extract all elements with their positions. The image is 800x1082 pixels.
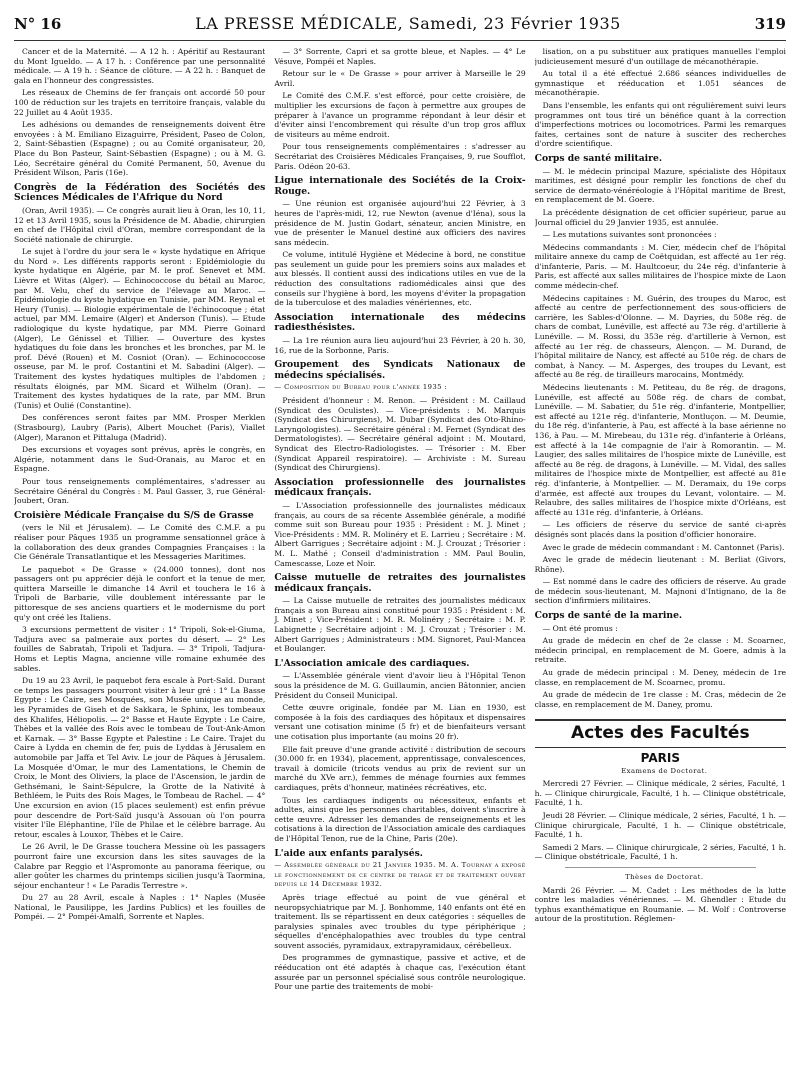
divider: [565, 867, 756, 868]
paragraph: Au total il a été effectué 2.686 séances individuelles de gymnastique et rééducation et 1.051 séances de mécanothérapie.: [534, 69, 786, 98]
actes-heading: Actes des Facultés: [535, 719, 786, 748]
paragraph: Le paquebot « De Grasse » (24.000 tonnes), dont nos passagers ont pu apprécier déjà le confort et la tenue de mer, quittera Marseille le dimanche 14 Avril et touchera le 16 à Tripoli de Barbarie, ville doublement intéressante par le pittoresque de ses anciens quartiers et le modernisme du port qu'y ont créé les Italiens.: [14, 564, 266, 622]
section-heading: Congrès de la Fédération des Sociétés des Sciences Médicales de l'Afrique du Nord: [14, 181, 266, 204]
paragraph: Des conférences seront faites par MM. Prosper Merklen (Strasbourg), Laubry (Paris), Albert Mouchet (Paris), Viallet (Alger), Maranon et Pittaluga (Madrid).: [14, 413, 266, 442]
subheading: — Assemblée générale du 21 Janvier 1935. M. A. Tournay a exposé le fonctionnement de ce centre de triage et de traitement ouvert depuis le 14 Décembre 1932.: [274, 861, 526, 889]
section-heading: Corps de santé militaire.: [534, 152, 663, 164]
paragraph: Cette œuvre originale, fondée par M. Lian en 1930, est composée à la fois des cardiaques des hôpitaux et dispensaires versant une cotisation minime (5 fr) et de bienfaiteurs versant une cotisation plus importante (au moins 20 fr).: [274, 703, 526, 741]
section-heading: Ligue internationale des Sociétés de la Croix-Rouge.: [274, 175, 526, 197]
city-heading: PARIS: [640, 751, 680, 765]
journal-title: LA PRESSE MÉDICALE, Samedi, 23 Février 1935: [195, 14, 621, 33]
paragraph: (Oran, Avril 1935). — Ce congrès aurait lieu à Oran, les 10, 11, 12 et 13 Avril 1935, sous la Présidence de M. Abadie, chirurgien en chef de l'Hôpital civil d'Oran, membre correspondant de la Société nationale de chirurgie.: [14, 205, 266, 244]
paragraph: Médecins lieutenants : M. Petiteau, du 8e rég. de dragons, Lunéville, est affecté au 508e rég. de chars de combat, Lunéville. — M. Sabatier, du 51e rég. d'infanterie, Montpellier, est affecté au 121e rég. d'infanterie, Montluçon. — M. Deumie, du 18e rég. d'infanterie, à Pau, est affecté à la base aérienne no 136, à Pau. — M. Mirebeau, du 131e rég. d'infanterie à Orléans, est affecté à la 14e compagnie de l'air à Romorantin. — M. Laugier, des salles militaires de l'hospice mixte de Lunéville, est affecté au 8e rég. de dragons, à Lunéville. — M. Vidal, des salles militaires de l'hospice mixte de Montpellier, est affecté au 81e rég. d'infanterie, à Montpellier. — M. Deramaix, du 19e corps d'armée, est affecté aux troupes du Levant, volontaire. — M. Relaubre, des salles militaires de l'hospice mixte d'Orléans, est affecté au 131e rég. d'infanterie, à Orléans.: [534, 383, 786, 517]
paragraph: — La 1re réunion aura lieu aujourd'hui 23 Février, à 20 h. 30, 16, rue de la Sorbonne, Paris.: [274, 336, 526, 355]
paragraph: — 3° Sorrente, Capri et sa grotte bleue, et Naples. — 4° Le Vésuve, Pompéi et Naples.: [274, 47, 526, 66]
paragraph: Elle fait preuve d'une grande activité : distribution de secours (30.000 fr. en 1934), placement, apprentissage, convalescences, travail à domicile (tricots vendus au prix de revient sur un marché du XVe arr.), femmes de ménage fournies aux femmes cardiaques, prêts d'honneur, matinées récréatives, etc.: [274, 744, 526, 792]
subheading: — Composition du Bureau pour l'année 1935 :: [274, 383, 448, 392]
section-heading: Corps de santé de la marine.: [534, 610, 683, 622]
paragraph: Du 27 au 28 Avril, escale à Naples : 1° Naples (Musée National, le Pausilippe, les Jardins Publics) et les fouilles de Pompéi. — 2° Pompéi-Amalfi, Sorrente et Naples.: [14, 893, 266, 922]
paragraph: — L'Assemblée générale vient d'avoir lieu à l'Hôpital Tenon sous la présidence de M. G. Guillaumin, ancien Bâtonnier, ancien Président du Conseil Municipal.: [274, 671, 526, 700]
page-header: [14, 14, 786, 41]
page-number: 319: [754, 15, 786, 33]
paragraph: Avec le grade de médecin commandant : M. Cantonnet (Paris).: [542, 542, 785, 552]
section-heading: Caisse mutuelle de retraites des journalistes médicaux français.: [274, 572, 526, 594]
paragraph: Après triage effectué au point de vue général et neuropsychiatrique par M. J. Bonhomme, 140 enfants ont été en traitement. Ils se répartissent en deux catégories : séquelles de paralysies spinales avec troubles du type périphérique ; séquelles d'encéphalopathies avec troubles du type central souvent associés, pyramidaux, extrapyramidaux, cérébelleux.: [274, 892, 526, 950]
article-columns: [14, 47, 786, 1077]
section-heading: L'aide aux enfants paralysés.: [274, 847, 423, 859]
column-3: [535, 47, 786, 1077]
column-1: [14, 47, 265, 1077]
paragraph: Les réseaux de Chemins de fer français ont accordé 50 pour 100 de réduction sur les trajets en territoire français, valable du 22 Juillet au 4 Août 1935.: [14, 88, 266, 117]
paragraph: — Les mutations suivantes sont prononcées :: [542, 230, 717, 240]
paragraph: Au grade de médecin de 1re classe : M. Cras, médecin de 2e classe, en remplacement de M. Daney, promu.: [534, 690, 786, 709]
paragraph: Tous les cardiaques indigents ou nécessiteux, enfants et adultes, ainsi que les personnes charitables, doivent s'inscrire à cette œuvre. Adresser les demandes de renseignements et les cotisations à la direction de l'Association amicale des cardiaques de l'Hôpital Tenon, rue de la Chine, Paris (20e).: [274, 795, 526, 843]
issue-number: N° 16: [14, 15, 62, 33]
paragraph: Des programmes de gymnastique, passive et active, et de rééducation ont été adaptés à chaque cas, l'exécution étant assurée par un personnel spécialisé sous contrôle neurologique. Pour une partie des traitements de mobi-: [274, 953, 526, 992]
paragraph: Mercredi 27 Février. — Clinique médicale, 2 séries, Faculté, 1 h. — Clinique chirurgicale, Faculté, 1 h. — Clinique obstétricale, Faculté, 1 h.: [534, 779, 786, 808]
section-heading: Association internationale des médecins radiesthésistes.: [274, 311, 526, 334]
paragraph: Les adhésions ou demandes de renseignements doivent être envoyées : à M. Emiliano Eizaguirre, Président, Paseo de Colon, 2, Saint-Sébastien (Espagne) ; ou au Comité organisateur, 20, Place du Bon Pasteur, Saint-Sébastien (Espagne) ; ou à M. G. Léo, Secrétaire général du Comité Permanent, 50, Avenue du Président Wilson, Paris (16e).: [14, 120, 266, 178]
paragraph: — L'Association professionnelle des journalistes médicaux français, au cours de sa récente Assemblée générale, a modifié comme suit son Bureau pour 1935 : Président : M. J. Minet ; Vice-Présidents : MM. R. Molinéry et E. Larrieu ; Secrétaire : M. Albert Garrigues ; Secrétaire adjoint : M. J. Crouzat ; Trésorier : M. L. Mathé ; Conseil d'administration : MM. Paul Boulin, Camescasse, Loze et Noir.: [274, 500, 526, 568]
section-heading: Croisière Médicale Française du S/S de Grasse: [14, 509, 254, 521]
section-heading: L'Association amicale des cardiaques.: [274, 657, 470, 669]
exams-subheading: Examens de Doctorat.: [621, 766, 708, 775]
paragraph: Au grade de médecin principal : M. Deney, médecin de 1re classe, en remplacement de M. Scoarnec, promu.: [534, 668, 786, 687]
paragraph: Cancer et de la Maternité. — A 12 h. : Apéritif au Restaurant du Mont Igueldo. — A 17 h. : Conférence par une personnalité médicale. — A 19 h. : Séance de clôture. — A 22 h. : Banquet de gala en l'honneur des congressistes.: [14, 47, 266, 85]
paragraph: Ce volume, intitulé Hygiène et Médecine à bord, ne constitue pas seulement un guide pour les premiers soins aux malades et aux blessés. Il contient aussi des indications utiles en vue de la réduction des consultations radiomédicales ainsi que des conseils sur l'hygiène à bord, les moyens d'éviter la propagation de la tuberculose et des maladies vénériennes, etc.: [274, 250, 526, 308]
paragraph: Président d'honneur : M. Renon. — Président : M. Caillaud (Syndicat des Oculistes). — Vice-présidents : M. Marquis (Syndicat des Chirurgiens), M. Dubar (Syndicat des Oto-Rhino-Laryngologistes). — Secrétaire général : M. Fernet (Syndicat des Dermatologistes). — Secrétaire général adjoint : M. Moutard, Syndicat des Electro-Radiologistes. — Trésorier : M. Eber (Syndicat Appareil respiratoire). — Archiviste : M. Sureau (Syndicat des Chirurgiens).: [274, 396, 526, 473]
paragraph: Médecins capitaines : M. Guérin, des troupes du Maroc, est affecté au centre de perfectionnement des sous-officiers de carrière, les Sables-d'Olonne. — M. Dayries, du 508e rég. de chars de combat, Lunéville, est affecté au 73e rég. d'artillerie à Lunéville. — M. Rossi, du 353e rég. d'artillerie à Vernon, est affecté au 1er rég. de chasseurs, Alençon. — M. Durand, de l'hôpital militaire de Nancy, est affecté au 510e rég. de chars de combat, à Nancy. — M. Asperges, des troupes du Levant, est affecté au 8e rég. de tirailleurs marocains, Montmédy.: [534, 293, 786, 380]
paragraph: Du 19 au 23 Avril, le paquebot fera escale à Port-Saïd. Durant ce temps les passagers pourront visiter à leur gré : 1° La Basse Egypte : Le Caire, ses Mosquées, son Musée unique au monde, les Pyramides de Giseh et de Sakkara, le Sphinx, les tombeaux des Khalifes, Héliopolis. — 2° Basse et Haute Egypte : Le Caire, Thèbes et la vallée des Rois avec le tombeau de Tout-Ank-Amon et Karnak. — 3° Basse Egypte et Palestine : Le Caire. Trajet du Caire à Lydda en chemin de fer, puis de Lyddas à Jérusalem en automobile par Jaffa et Tel Aviv. Le jour de Pâques à Jérusalem. La Mosquée d'Omar, le mur des Lamentations, le Chemin de Croix, le Mont des Oliviers, la place de l'Ascension, le jardin de Gethsémani, le Saint-Sépulcre, la Grotte de la Nativité à Bethléem, le Puits des Rois Mages, le Tombeau de Rachel. — 4° Une excursion en avion (15 places seulement) est enfin prévue pour descendre de Port-Saïd jusqu'à Assouan où l'on pourra visiter l'île Eléphantine, l'île de Philae et le célèbre barrage. Au retour, escales à Louxor, Thèbes et le Caire.: [14, 676, 266, 839]
paragraph: — Les officiers de réserve du service de santé ci-après désignés sont placés dans la position d'officier honoraire.: [534, 520, 786, 539]
paragraph: 3 excursions permettent de visiter : 1° Tripoli, Sok-el-Giuma, Tadjura avec sa palmeraie aux portes du désert. — 2° Les fouilles de Sabratah, Tripoli et Tadjura. — 3° Tripoli, Tadjura-Homs et Leptis Magna, ancienne ville romaine exhumée des sables.: [14, 625, 266, 673]
paragraph: — Une réunion est organisée aujourd'hui 22 Février, à 3 heures de l'après-midi, 12, rue Newton (avenue d'Iéna), sous la présidence de M. Justin Godart, sénateur, ancien Ministre, en vue de présenter le Manuel destiné aux officiers des navires sans médecin.: [274, 199, 526, 247]
section-heading: Groupement des Syndicats Nationaux de médecins spécialisés.: [274, 359, 526, 381]
paragraph: Le 26 Avril, le De Grasse touchera Messine où les passagers pourront faire une excursion dans les sites sauvages de la Calabre par Reggio et l'Aspromonte au panorama féerique, ou aller goûter les charmes du printemps sicilien jusqu'à Taormina, séjour enchanteur ! « Le Paradis Terrestre ».: [14, 842, 266, 890]
paragraph: Retour sur le « De Grasse » pour arriver à Marseille le 29 Avril.: [274, 69, 526, 88]
paragraph: — Est nommé dans le cadre des officiers de réserve. Au grade de médecin sous-lieutenant, M. Majnoni d'Intignano, de la 8e section d'infirmiers militaires.: [534, 577, 786, 606]
column-2: [274, 47, 525, 1077]
paragraph: Dans l'ensemble, les enfants qui ont régulièrement suivi leurs programmes ont tous tiré un bénéfice quant à la correction d'imperfections motrices ou locomotrices. Parmi les remarques faites, certaines sont de nature à susciter des recherches d'ordre scientifique.: [534, 100, 786, 149]
paragraph: Mardi 26 Février. — M. Cadet : Les méthodes de la lutte contre les maladies vénériennes. — M. Ghendler : Etude du typhus exanthématique en Roumanie. — M. Wolf : Controverse autour de la prostitution. Réglemen-: [534, 885, 786, 924]
paragraph: Avec le grade de médecin lieutenant : M. Berliat (Givors, Rhône).: [534, 555, 786, 574]
section-heading: Association professionnelle des journalistes médicaux français.: [274, 476, 526, 499]
paragraph: Au grade de médecin en chef de 2e classe : M. Scoarnec, médecin principal, en remplacement de M. Goere, admis à la retraite.: [534, 636, 786, 665]
paragraph: Des excursions et voyages sont prévus, après le congrès, en Algérie, notamment dans le Sud-Oranais, au Maroc et en Espagne.: [14, 445, 266, 474]
paragraph: Pour tous renseignements complémentaires, s'adresser au Secrétaire Général du Congrès : M. Paul Gasser, 3, rue Général-Joubert, Oran.: [14, 476, 266, 506]
paragraph: lisation, on a pu substituer aux pratiques manuelles l'emploi judicieusement mesuré d'un outillage de mécanothérapie.: [534, 47, 786, 66]
paragraph: Jeudi 28 Février. — Clinique médicale, 2 séries, Faculté, 1 h. — Clinique chirurgicale, Faculté, 1 h. — Clinique obstétricale, Faculté, 1 h.: [534, 810, 786, 840]
paragraph: Médecins commandants : M. Cier, médecin chef de l'hôpital militaire annexe du camp de Coëtquidan, est affecté au 1er rég. d'infanterie, Paris. — M. Haultcoeur, du 24e rég. d'infanterie à Paris, est affecté aux salles militaires de l'hospice mixte de Laon comme médecin-chef.: [534, 242, 786, 291]
paragraph: Samedi 2 Mars. — Clinique chirurgicale, 2 séries, Faculté, 1 h. — Clinique obstétricale, Faculté, 1 h.: [534, 842, 786, 862]
paragraph: — Ont été promus :: [542, 623, 618, 633]
paragraph: La précédente désignation de cet officier supérieur, parue au Journal officiel du 29 Janvier 1935, est annulée.: [534, 207, 786, 227]
paragraph: Le sujet à l'ordre du jour sera le « kyste hydatique en Afrique du Nord ». Les différents rapports seront : Epidémiologie du kyste hydatique en Algérie, par M. le prof. Senevet et MM. Lièvre et Witas (Alger). — Echinococcose du bétail au Maroc, par M. Velu, chef du service de l'élevage au Maroc. — Epidémiologie du kyste hydatique en Tunisie, par MM. Reynal et Heury (Tunis). — Biologie expérimentale de l'échinocoque ; état actuel, par MM. Lemaire (Alger) et Anderson (Tunis). — Etude radiologique du kyste hydatique, par MM. Pierre Goinard (Alger), Le Génissel et Tillier. — Ouverture des kystes hydatiques du foie dans les bronches et les bronches, par M. le prof. Dévé (Rouen) et M. Cosniot (Oran). — Echinococcose osseuse, par M. le prof. Costantini et M. Sabadini (Alger). — Traitement des kystes hydatiques multiples de l'abdomen ; résultats éloignés, par MM. Sicard et Wilhelm (Oran). — Traitement des kystes hydatiques de la rate, par MM. Brun (Tunis) et Oulié (Constantine).: [14, 247, 266, 410]
paragraph: Le Comité des C.M.F. s'est efforcé, pour cette croisière, de multiplier les excursions de façon à permettre aux groupes de préparer à l'avance un programme répondant à leur désir et d'éviter ainsi l'encombrement qui résulte d'un trop gros afflux de visiteurs au même endroit.: [274, 91, 526, 139]
paragraph: — M. le médecin principal Mazure, spécialiste des Hôpitaux maritimes, est désigné pour remplir les fonctions de chef du service de dermato-vénéréologie à l'Hôpital maritime de Brest, en remplacement de M. Goere.: [534, 166, 786, 205]
paragraph: (vers le Nil et Jérusalem). — Le Comité des C.M.F. a pu réaliser pour Pâques 1935 un programme sensationnel grâce à la collaboration des deux grandes Compagnies Françaises : la Cie Générale Transatlantique et les Messageries Maritimes.: [14, 523, 266, 562]
theses-subheading: Thèses de Doctorat.: [625, 872, 704, 881]
paragraph: — La Caisse mutuelle de retraites des journalistes médicaux français a son Bureau ainsi constitué pour 1935 : Président : M. J. Minet ; Vice-Président : M. R. Molinéry ; Secrétaire : M. P. Labignette ; Secrétaire adjoint : M. J. Crouzat ; Trésorier : M. Albert Garrigues ; Administrateurs : MM. Signoret, Paul-Mancea et Boulanger.: [274, 596, 526, 654]
paragraph: Pour tous renseignements complémentaires : s'adresser au Secrétariat des Croisières Médicales Françaises, 9, rue Soufflot, Paris. Odéon 20-63.: [274, 142, 526, 171]
